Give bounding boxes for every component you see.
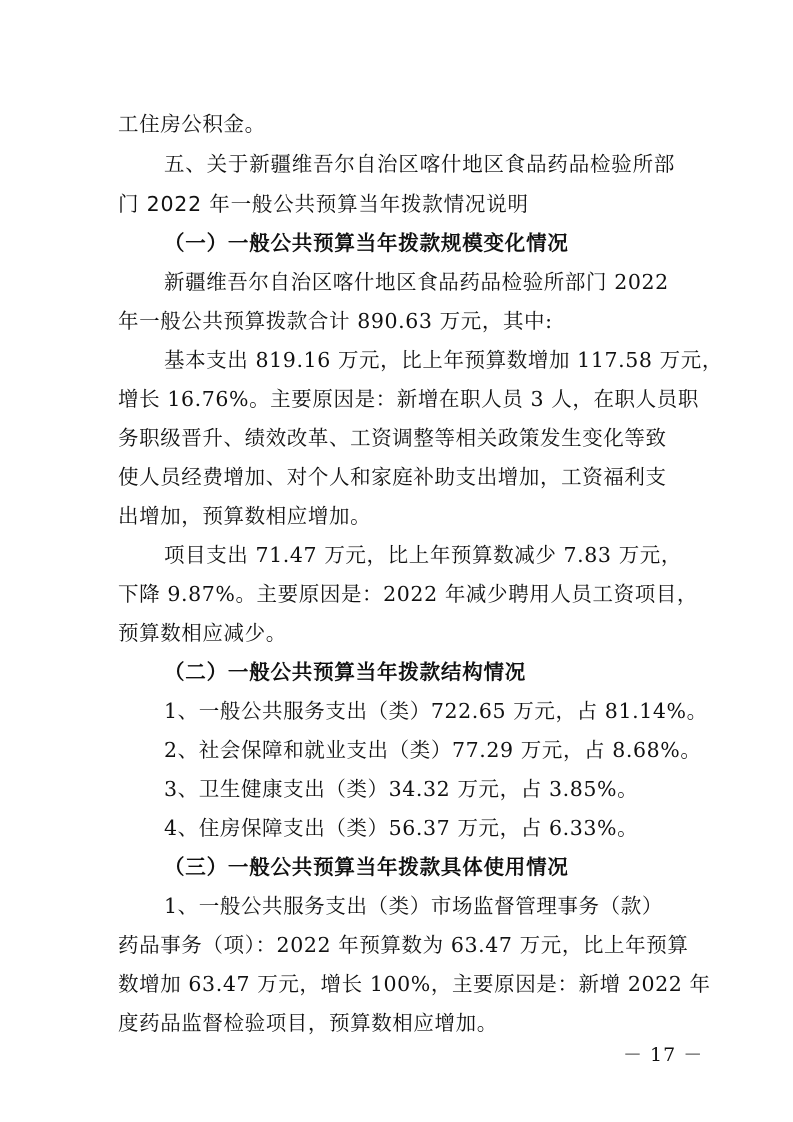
paragraph-line: 工住房公积金。 (118, 112, 266, 136)
subsection-heading: （一）一般公共预算当年拨款规模变化情况 (164, 231, 569, 255)
paragraph-line: 数增加 63.47 万元，增长 100%，主要原因是：新增 2022 年 (118, 972, 711, 996)
list-item: 1、一般公共服务支出（类）722.65 万元，占 81.14%。 (164, 699, 708, 723)
paragraph-line: 预算数相应减少。 (118, 621, 287, 645)
subsection-heading: （三）一般公共预算当年拨款具体使用情况 (164, 855, 569, 879)
list-item: 2、社会保障和就业支出（类）77.29 万元，占 8.68%。 (164, 738, 702, 762)
paragraph-line: 使人员经费增加、对个人和家庭补助支出增加，工资福利支 (118, 465, 667, 489)
paragraph-line: 1、一般公共服务支出（类）市场监督管理事务（款） (164, 894, 663, 918)
section-heading-line: 五、关于新疆维吾尔自治区喀什地区食品药品检验所部 (164, 152, 676, 176)
list-item: 4、住房保障支出（类）56.37 万元，占 6.33%。 (164, 816, 639, 840)
section-heading-line: 门 2022 年一般公共预算当年拨款情况说明 (118, 192, 529, 216)
paragraph-line: 新疆维吾尔自治区喀什地区食品药品检验所部门 2022 (164, 270, 669, 294)
paragraph-line: 药品事务（项）：2022 年预算数为 63.47 万元，比上年预算 (118, 933, 689, 957)
paragraph-line: 下降 9.87%。主要原因是：2022 年减少聘用人员工资项目， (118, 582, 699, 606)
paragraph-line: 出增加，预算数相应增加。 (118, 504, 372, 528)
paragraph-line: 度药品监督检验项目，预算数相应增加。 (118, 1011, 498, 1035)
paragraph-line: 年一般公共预算拨款合计 890.63 万元，其中: (118, 309, 553, 333)
subsection-heading: （二）一般公共预算当年拨款结构情况 (164, 660, 527, 684)
paragraph-line: 基本支出 819.16 万元，比上年预算数增加 117.58 万元， (164, 348, 723, 372)
paragraph-line: 务职级晋升、绩效改革、工资调整等相关政策发生变化等致 (118, 426, 667, 450)
paragraph-line: 项目支出 71.47 万元，比上年预算数减少 7.83 万元， (164, 543, 682, 567)
paragraph-line: 增长 16.76%。主要原因是：新增在职人员 3 人，在职人员职 (118, 387, 699, 411)
list-item: 3、卫生健康支出（类）34.32 万元，占 3.85%。 (164, 777, 639, 801)
page-number: － 17 － (623, 1044, 704, 1066)
